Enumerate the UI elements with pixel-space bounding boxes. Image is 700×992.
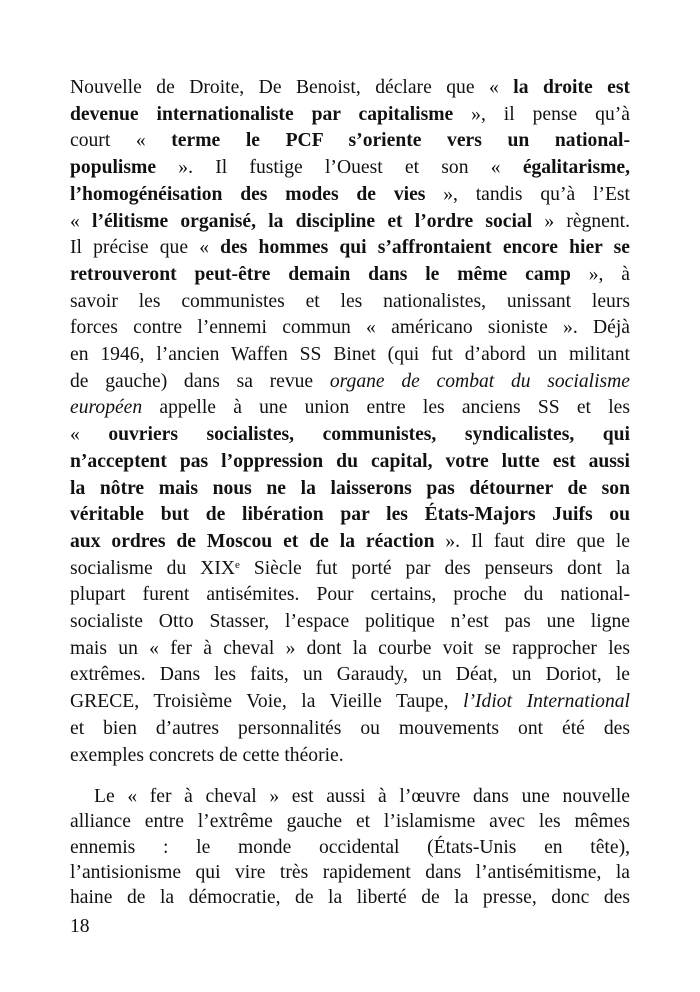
text-line	[70, 636, 630, 662]
text-line	[70, 235, 630, 261]
bold-quote-text: des hommes qui s’affrontaient encore hier se	[220, 237, 630, 259]
body-text: », il pense qu’à	[453, 103, 630, 125]
body-text: savoir les communistes et les nationalistes, unissant leurs	[70, 290, 630, 312]
body-text: plupart furent antisémites. Pour certains, proche du national-	[70, 584, 630, 606]
body-text: «	[70, 424, 109, 446]
text-line	[70, 449, 630, 475]
text-line	[70, 422, 630, 448]
bold-quote-text: la nôtre mais nous ne la laisserons pas détourner de son	[70, 477, 630, 499]
text-line	[70, 102, 630, 128]
page-number: 18	[70, 916, 90, 937]
body-text: », à	[570, 263, 630, 285]
body-text: Il précise que «	[70, 237, 221, 259]
text-line	[70, 885, 630, 911]
italic-title-text: l’Idiot International	[463, 691, 631, 713]
text-line	[70, 689, 630, 715]
body-text: ennemis : le monde occidental (États-Unis en tête),	[70, 836, 630, 858]
body-text: et bien d’autres personnalités ou mouvements ont été des	[70, 717, 630, 739]
bold-quote-text: l’élitisme organisé, la discipline et l’ordre social	[92, 210, 533, 232]
bold-quote-text: devenue internationaliste par capitalisme	[70, 103, 454, 125]
body-text: «	[70, 210, 92, 232]
bold-quote-text: la droite est	[513, 77, 630, 98]
bold-quote-text: terme le PCF s’oriente vers un national-	[171, 130, 630, 152]
body-text: socialisme du XIX	[70, 557, 236, 579]
text-line	[70, 556, 630, 582]
bold-quote-text: véritable but de libération par les États-Majors Juifs ou	[70, 504, 630, 526]
body-text: Siècle fut porté par des penseurs dont la	[239, 557, 630, 579]
body-text: en 1946, l’ancien Waffen SS Binet (qui fut d’abord un militant	[70, 344, 630, 365]
bold-quote-text: aux ordres de Moscou et de la réaction	[70, 530, 435, 552]
text-line	[70, 743, 630, 769]
text-line	[70, 476, 630, 502]
bold-quote-text: n’acceptent pas l’oppression du capital, votre lutte est aussi	[70, 450, 630, 472]
body-text: court «	[70, 130, 172, 152]
text-line	[70, 182, 630, 208]
italic-title-text: organe de combat du socialisme	[329, 370, 630, 392]
text-line	[70, 529, 630, 555]
body-text: forces contre l’ennemi commun « américano sioniste ». Déjà	[70, 317, 630, 339]
text-line	[70, 395, 630, 421]
text-line	[70, 315, 630, 341]
bold-quote-text: populisme	[70, 157, 157, 179]
text-line	[70, 369, 630, 395]
body-text: exemples concrets de cette théorie.	[70, 744, 344, 766]
body-text: l’antisionisme qui vire très rapidement dans l’antisémitisme, la	[70, 861, 630, 883]
text-line	[70, 289, 630, 315]
text-line	[70, 502, 630, 528]
body-text: extrêmes. Dans les faits, un Garaudy, un Déat, un Doriot, le	[70, 664, 630, 686]
body-text: de gauche) dans sa revue	[70, 370, 330, 392]
text-line	[70, 784, 630, 810]
superscript-text: e	[235, 558, 240, 571]
text-line	[70, 342, 630, 368]
body-text: haine de la démocratie, de la liberté de la presse, donc des	[70, 887, 630, 909]
body-text: alliance entre l’extrême gauche et l’islamisme avec les mêmes	[70, 811, 630, 833]
text-line	[70, 835, 630, 861]
text-line	[70, 582, 630, 608]
text-line	[70, 262, 630, 288]
body-text: Nouvelle de Droite, De Benoist, déclare que «	[70, 77, 514, 98]
text-line	[70, 609, 630, 635]
text-line	[70, 209, 630, 235]
text-line	[70, 128, 630, 154]
bold-quote-text: égalitarisme,	[522, 157, 630, 179]
body-text: ». Il fustige l’Ouest et son «	[156, 157, 523, 179]
text-line	[70, 155, 630, 181]
bold-quote-text: retrouveront peut-être demain dans le même camp	[70, 263, 571, 285]
body-text: » règnent.	[532, 210, 630, 232]
bold-quote-text: l’homogénéisation des modes de vies	[70, 183, 426, 205]
text-line	[70, 860, 630, 886]
body-text: appelle à une union entre les anciens SS et les	[142, 397, 630, 419]
body-text: socialiste Otto Stasser, l’espace politique n’est pas une ligne	[70, 611, 630, 632]
body-text: », tandis qu’à l’Est	[425, 183, 630, 205]
body-text: Le « fer à cheval » est aussi à l’œuvre dans une nouvelle	[94, 786, 630, 807]
text-line	[70, 75, 630, 101]
text-line	[70, 716, 630, 742]
body-text: mais un « fer à cheval » dont la courbe voit se rapprocher les	[70, 637, 630, 659]
body-text: ». Il faut dire que le	[434, 530, 630, 552]
bold-quote-text: ouvriers socialistes, communistes, syndicalistes, qui	[108, 424, 630, 446]
text-line	[70, 809, 630, 835]
italic-title-text: européen	[70, 397, 143, 419]
body-text: GRECE, Troisième Voie, la Vieille Taupe,	[70, 691, 464, 713]
text-line	[70, 662, 630, 688]
